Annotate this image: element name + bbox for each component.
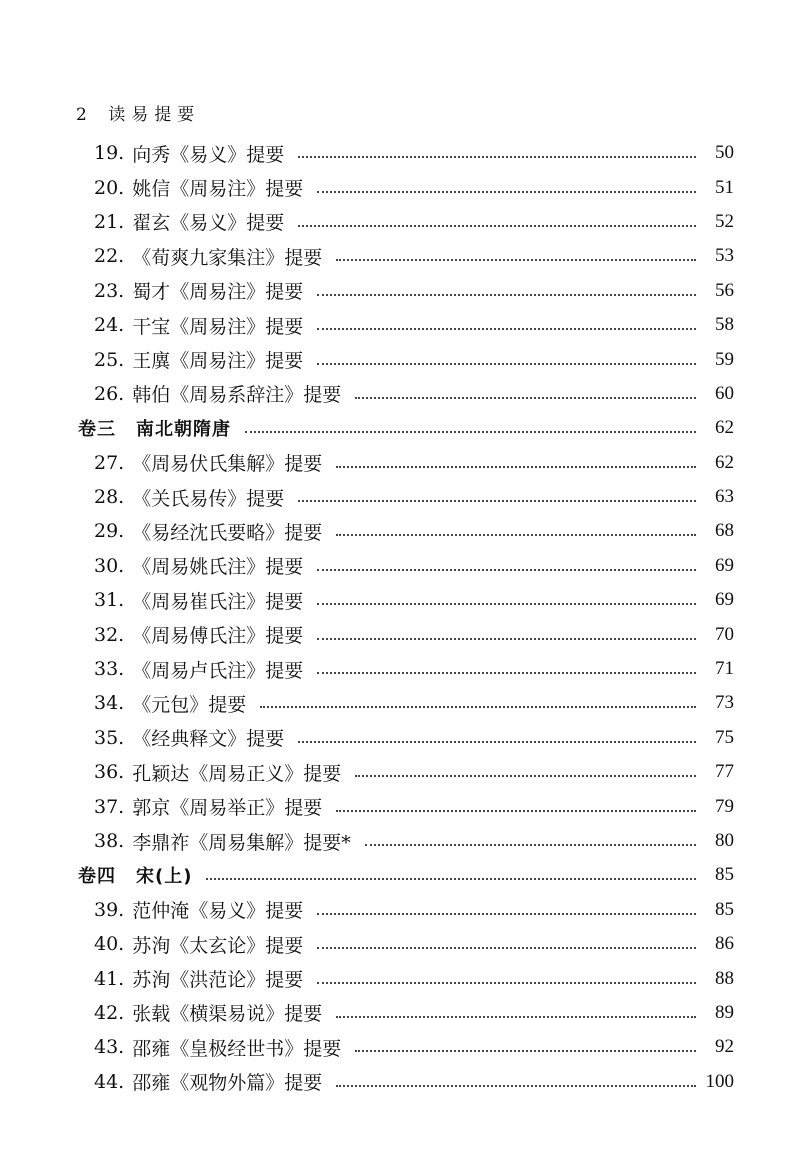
dot-leader [336,466,696,468]
entry-number: 43. [94,1036,125,1059]
entry-number: 26. [94,382,125,405]
entry-title: 韩伯《周易系辞注》提要 [132,384,342,407]
entry-title: 邵雍《皇极经世书》提要 [132,1037,342,1060]
dot-leader [317,294,696,296]
running-header [76,100,200,125]
entry-number: 40. [94,933,125,956]
entry-title: 《周易卢氏注》提要 [132,659,304,682]
entry-number: 27. [94,451,125,474]
dot-leader [206,878,696,880]
entry-title: 《易经沈氏要略》提要 [132,521,323,544]
entry-number: 36. [94,761,125,784]
dot-leader [336,1085,696,1087]
dot-leader [336,259,696,261]
section-title: 宋(上) [136,866,193,888]
entry-number: 41. [94,967,125,990]
page-ref: 88 [715,967,734,989]
entry-title: 《经典释文》提要 [132,728,285,751]
page-ref: 69 [715,589,734,611]
page-ref: 92 [715,1036,734,1058]
toc-entry [78,824,734,858]
toc-entry [78,136,734,170]
entry-number: 28. [94,486,125,509]
entry-title: 《荀爽九家集注》提要 [132,246,323,269]
page-ref: 80 [715,830,734,851]
toc-entry [78,170,734,204]
entry-title: 翟玄《易义》提要 [132,212,285,235]
page-ref: 63 [715,486,734,508]
entry-number: 42. [94,1001,125,1024]
entry-title: 《周易崔氏注》提要 [132,590,304,613]
toc-entry [78,1065,734,1099]
entry-number: 19. [94,142,125,165]
entry-number: 22. [94,245,125,268]
page-ref: 68 [715,520,734,542]
page-ref: 56 [715,279,734,301]
table-of-contents [78,136,734,1099]
page-ref: 62 [715,451,734,473]
page-ref: 53 [715,245,734,267]
page-ref: 59 [715,348,734,370]
page-ref: 51 [715,176,734,198]
entry-number: 44. [94,1070,125,1093]
entry-number: 24. [94,314,125,337]
entry-title: 《元包》提要 [132,693,247,716]
entry-number: 21. [94,210,125,233]
toc-entry [78,205,734,239]
page-ref: 79 [715,795,734,817]
entry-number: 33. [94,658,125,681]
dot-leader [317,913,696,915]
page-ref: 58 [715,314,734,336]
dot-leader [317,569,696,571]
entry-number: 32. [94,623,125,646]
toc-entry [78,1030,734,1064]
entry-title: 邵雍《观物外篇》提要 [132,1072,323,1095]
toc-section-heading [78,858,734,892]
toc-entry [78,721,734,755]
dot-leader [355,397,696,399]
entry-number: 31. [94,589,125,612]
page-ref: 69 [715,554,734,576]
toc-entry [78,274,734,308]
toc-entry [78,686,734,720]
entry-number: 34. [94,692,125,715]
dot-leader [317,603,696,605]
entry-number: 20. [94,176,125,199]
entry-title: 孔颖达《周易正义》提要 [132,762,342,785]
entry-title: 张载《横渠易说》提要 [132,1003,323,1026]
entry-title: 姚信《周易注》提要 [132,178,304,201]
entry-number: 25. [94,348,125,371]
dot-leader [298,225,696,227]
toc-entry [78,583,734,617]
page-ref: 75 [715,726,734,748]
page-ref: 100 [705,1070,734,1092]
dot-leader [298,741,696,743]
toc-section-heading [78,411,734,445]
dot-leader [317,191,696,193]
entry-number: 29. [94,520,125,543]
entry-number: 30. [94,554,125,577]
page-ref: 50 [715,142,734,164]
page-ref: 77 [715,761,734,783]
entry-title: 《周易姚氏注》提要 [132,556,304,579]
dot-leader [336,810,696,812]
entry-title: 王廙《周易注》提要 [132,350,304,373]
toc-entry [78,893,734,927]
page-ref: 85 [715,864,734,886]
entry-title: 《周易傅氏注》提要 [132,625,304,648]
dot-leader [260,706,696,708]
toc-entry [78,514,734,548]
entry-number: 38. [94,830,125,852]
dot-leader [298,156,696,158]
page-number: 2 [76,105,93,125]
toc-entry [78,789,734,823]
toc-entry [78,549,734,583]
entry-number: 23. [94,279,125,302]
page-ref: 85 [715,898,734,920]
toc-entry [78,342,734,376]
entry-title: 郭京《周易举正》提要 [132,797,323,820]
page-ref: 71 [715,658,734,680]
page-ref: 60 [715,382,734,404]
page-ref: 86 [715,933,734,955]
entry-title: 苏洵《洪范论》提要 [132,969,304,992]
page-ref: 73 [715,692,734,714]
entry-number: 35. [94,726,125,749]
entry-number: 39. [94,898,125,921]
page-ref: 70 [715,623,734,645]
page-ref: 62 [715,417,734,439]
entry-title: 蜀才《周易注》提要 [132,281,304,304]
dot-leader [298,500,696,502]
section-title: 南北朝隋唐 [136,419,231,441]
dot-leader [365,844,696,846]
section-label: 卷三 [78,419,116,441]
dot-leader [317,363,696,365]
entry-title: 《周易伏氏集解》提要 [132,453,323,476]
dot-leader [355,1050,696,1052]
toc-entry [78,961,734,995]
dot-leader [245,431,696,433]
entry-title: 李鼎祚《周易集解》提要* [132,831,351,854]
dot-leader [317,982,696,984]
dot-leader [355,775,696,777]
toc-entry [78,996,734,1030]
dot-leader [317,328,696,330]
toc-entry [78,239,734,273]
book-title: 读易提要 [108,105,201,125]
dot-leader [317,672,696,674]
entry-title: 《关氏易传》提要 [132,487,285,510]
dot-leader [317,638,696,640]
entry-title: 干宝《周易注》提要 [132,315,304,338]
toc-entry [78,446,734,480]
entry-number: 37. [94,795,125,818]
toc-entry [78,755,734,789]
toc-entry [78,927,734,961]
page-ref: 89 [715,1001,734,1023]
toc-entry [78,377,734,411]
entry-title: 向秀《易义》提要 [132,143,285,166]
entry-title: 范仲淹《易义》提要 [132,900,304,923]
toc-entry [78,308,734,342]
toc-entry [78,480,734,514]
entry-title: 苏洵《太玄论》提要 [132,934,304,957]
dot-leader [317,947,696,949]
toc-entry [78,652,734,686]
dot-leader [336,1016,696,1018]
toc-entry [78,617,734,651]
dot-leader [336,534,696,536]
page-ref: 52 [715,210,734,232]
section-label: 卷四 [78,866,116,888]
